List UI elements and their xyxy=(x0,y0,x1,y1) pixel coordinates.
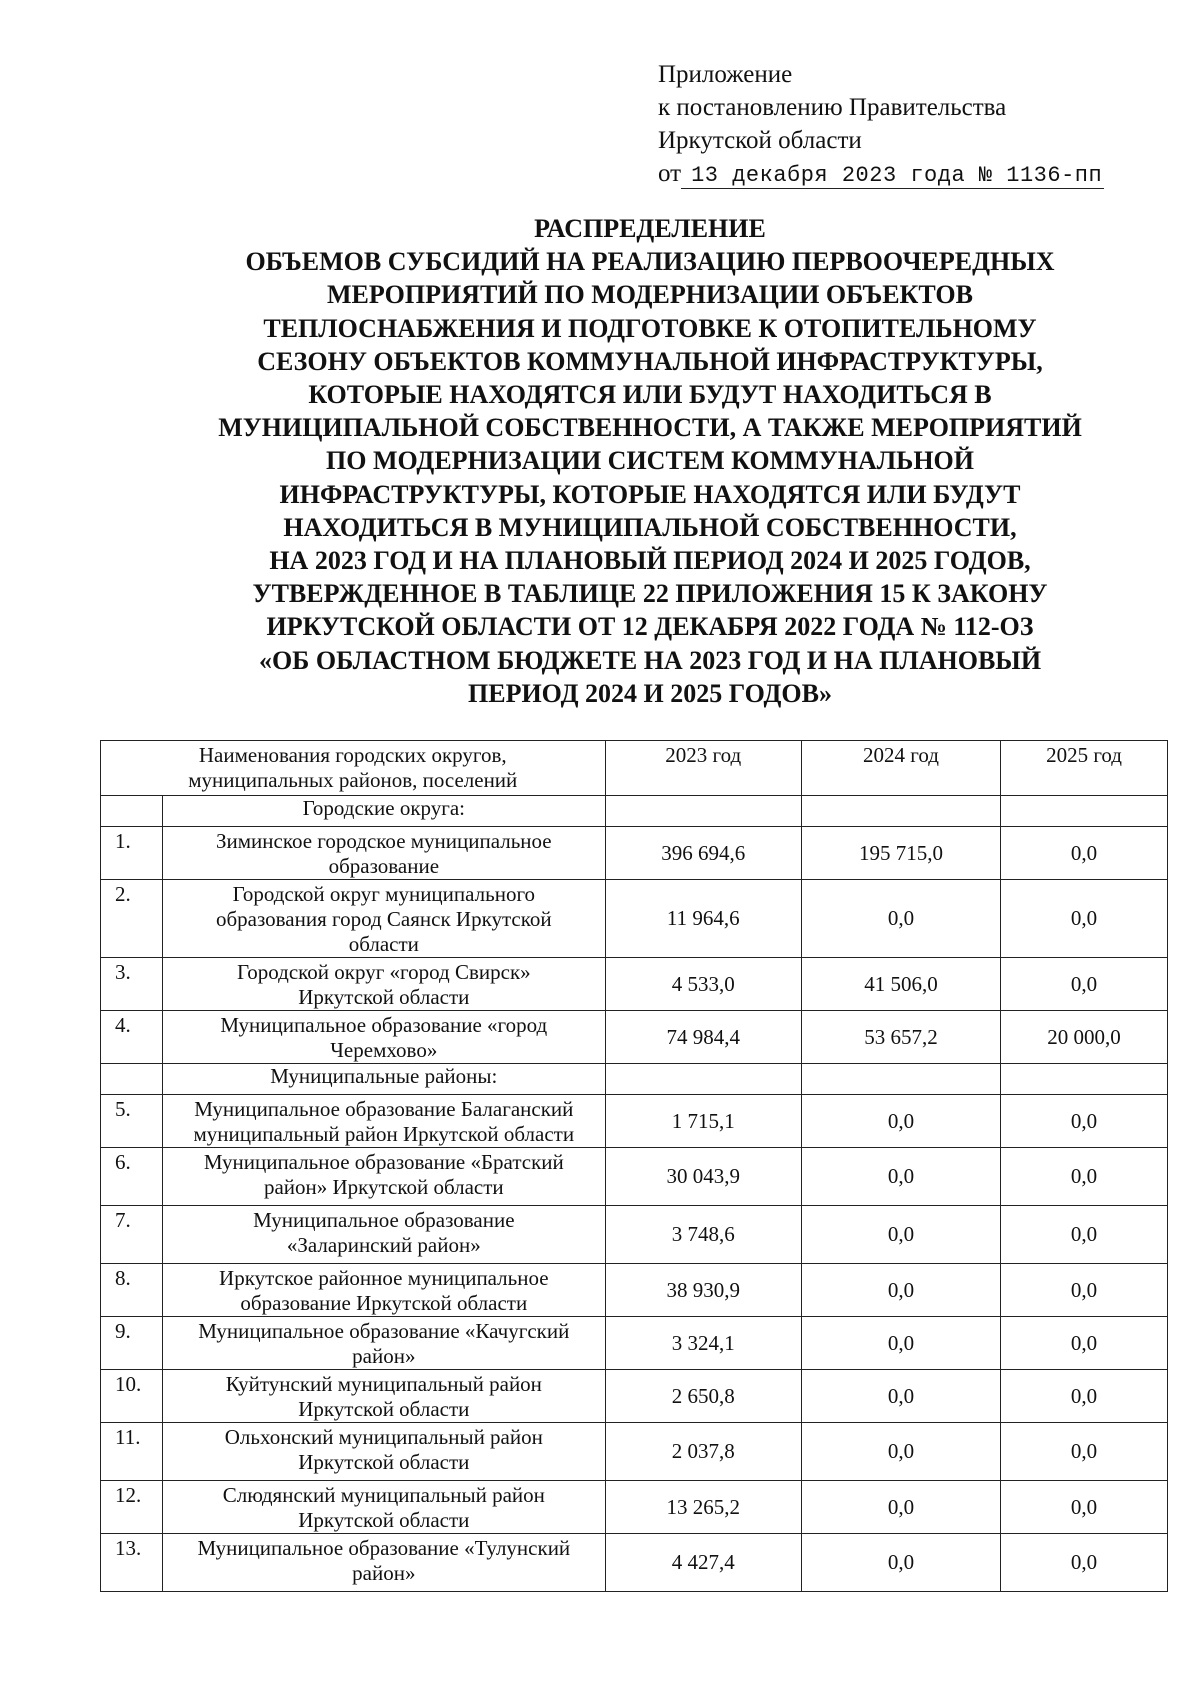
appendix-line-3: Иркутской области xyxy=(658,127,862,154)
row-name-line: район» Иркутской области xyxy=(263,1175,504,1199)
row-value-2023: 2 650,8 xyxy=(605,1370,801,1423)
row-number: 5. xyxy=(101,1095,163,1148)
appendix-line-1: Приложение xyxy=(658,61,793,88)
row-name-line: Муниципальное образование Балаганский xyxy=(194,1097,574,1121)
title-line: МУНИЦИПАЛЬНОЙ СОБСТВЕННОСТИ, А ТАКЖЕ МЕРОПРИЯТИЙ xyxy=(218,413,1082,443)
title-line: РАСПРЕДЕЛЕНИЕ xyxy=(534,214,766,243)
row-name-line: Муниципальное образование xyxy=(253,1208,515,1232)
row-value-2024: 0,0 xyxy=(801,880,1000,958)
row-name xyxy=(163,880,605,958)
row-number: 11. xyxy=(101,1423,163,1481)
appendix-date-value: 13 декабря 2023 года № 1136-пп xyxy=(681,163,1104,189)
section-num-cell xyxy=(101,1064,163,1095)
row-value-2024: 0,0 xyxy=(801,1095,1000,1148)
row-value-2025: 0,0 xyxy=(1001,958,1168,1011)
row-value-2023: 1 715,1 xyxy=(605,1095,801,1148)
row-value-2023: 2 037,8 xyxy=(605,1423,801,1481)
row-number: 3. xyxy=(101,958,163,1011)
row-name-line: «Заларинский район» xyxy=(286,1233,481,1257)
row-name-line: Черемхово» xyxy=(330,1038,438,1062)
row-name-line: образования город Саянск Иркутской xyxy=(215,907,552,931)
table-row xyxy=(101,1148,1168,1206)
title-line: ИНФРАСТРУКТУРЫ, КОТОРЫЕ НАХОДЯТСЯ ИЛИ БУДУТ xyxy=(279,479,1021,509)
appendix-date-line xyxy=(658,157,1104,192)
title-line: НА 2023 ГОД И НА ПЛАНОВЫЙ ПЕРИОД 2024 И 2025 ГОДОВ, xyxy=(269,546,1031,576)
row-name-line: Иркутское районное муниципальное xyxy=(219,1266,549,1290)
row-name xyxy=(163,827,605,880)
row-value-2025: 0,0 xyxy=(1001,827,1168,880)
title-line: УТВЕРЖДЕННОЕ В ТАБЛИЦЕ 22 ПРИЛОЖЕНИЯ 15 К ЗАКОНУ xyxy=(252,579,1048,609)
subsidy-table xyxy=(100,740,1168,1592)
table-row xyxy=(101,1370,1168,1423)
row-value-2025: 20 000,0 xyxy=(1001,1011,1168,1064)
row-name xyxy=(163,1206,605,1264)
header-2025: 2025 год xyxy=(1001,741,1168,796)
row-value-2023: 11 964,6 xyxy=(605,880,801,958)
table-row xyxy=(101,958,1168,1011)
row-name xyxy=(163,958,605,1011)
title-line: ПО МОДЕРНИЗАЦИИ СИСТЕМ КОММУНАЛЬНОЙ xyxy=(326,446,974,476)
title-line: ПЕРИОД 2024 И 2025 ГОДОВ» xyxy=(468,678,832,708)
title-line: ОБЪЕМОВ СУБСИДИЙ НА РЕАЛИЗАЦИЮ ПЕРВООЧЕРЕДНЫХ xyxy=(245,247,1055,277)
row-value-2024: 0,0 xyxy=(801,1423,1000,1481)
row-name-line: Зиминское городское муниципальное xyxy=(216,829,552,853)
row-name xyxy=(163,1148,605,1206)
table-row xyxy=(101,880,1168,958)
row-value-2024: 41 506,0 xyxy=(801,958,1000,1011)
table-row xyxy=(101,1206,1168,1264)
row-name-line: район» xyxy=(352,1561,416,1585)
header-name-cell xyxy=(101,741,606,796)
table-row xyxy=(101,1317,1168,1370)
row-value-2025: 0,0 xyxy=(1001,1264,1168,1317)
header-2024: 2024 год xyxy=(801,741,1000,796)
table-header-row xyxy=(101,741,1168,796)
row-name-line: Иркутской области xyxy=(298,1397,470,1421)
row-name xyxy=(163,1370,605,1423)
row-name-line: Муниципальное образование «Качугский xyxy=(198,1319,570,1343)
row-value-2025: 0,0 xyxy=(1001,1317,1168,1370)
title-line: НАХОДИТЬСЯ В МУНИЦИПАЛЬНОЙ СОБСТВЕННОСТИ, xyxy=(283,512,1017,542)
row-value-2025: 0,0 xyxy=(1001,1095,1168,1148)
row-value-2023: 38 930,9 xyxy=(605,1264,801,1317)
section-row-municipal-districts xyxy=(101,1064,1168,1095)
row-number: 12. xyxy=(101,1481,163,1534)
title-line: «ОБ ОБЛАСТНОМ БЮДЖЕТЕ НА 2023 ГОД И НА ПЛАНОВЫЙ xyxy=(258,645,1042,675)
section-label: Городские округа: xyxy=(163,796,605,827)
row-number: 10. xyxy=(101,1370,163,1423)
section-num-cell xyxy=(101,796,163,827)
row-name-line: области xyxy=(348,932,419,956)
row-value-2023: 4 427,4 xyxy=(605,1534,801,1592)
row-number: 9. xyxy=(101,1317,163,1370)
row-value-2024: 53 657,2 xyxy=(801,1011,1000,1064)
row-name xyxy=(163,1317,605,1370)
row-name-line: образование Иркутской области xyxy=(240,1291,528,1315)
row-number: 4. xyxy=(101,1011,163,1064)
row-name-line: Слюдянский муниципальный район xyxy=(222,1483,545,1507)
row-value-2025: 0,0 xyxy=(1001,1534,1168,1592)
section-empty-cell xyxy=(605,796,801,827)
row-value-2023: 13 265,2 xyxy=(605,1481,801,1534)
row-value-2025: 0,0 xyxy=(1001,1206,1168,1264)
row-number: 7. xyxy=(101,1206,163,1264)
row-name-line: Муниципальное образование «город xyxy=(220,1013,548,1037)
row-value-2025: 0,0 xyxy=(1001,1370,1168,1423)
row-value-2024: 195 715,0 xyxy=(801,827,1000,880)
row-value-2023: 74 984,4 xyxy=(605,1011,801,1064)
row-value-2023: 30 043,9 xyxy=(605,1148,801,1206)
row-name-line: Городской округ «город Свирск» xyxy=(236,960,531,984)
table-row xyxy=(101,1264,1168,1317)
row-name-line: Иркутской области xyxy=(298,985,470,1009)
row-value-2024: 0,0 xyxy=(801,1264,1000,1317)
row-value-2025: 0,0 xyxy=(1001,1423,1168,1481)
table-row xyxy=(101,1481,1168,1534)
row-name xyxy=(163,1264,605,1317)
row-name-line: муниципальный район Иркутской области xyxy=(193,1122,575,1146)
header-name-line-2: муниципальных районов, поселений xyxy=(188,768,518,792)
row-value-2023: 4 533,0 xyxy=(605,958,801,1011)
row-value-2024: 0,0 xyxy=(801,1148,1000,1206)
section-label: Муниципальные районы: xyxy=(163,1064,605,1095)
title-line: ИРКУТСКОЙ ОБЛАСТИ ОТ 12 ДЕКАБРЯ 2022 ГОДА № 112-ОЗ xyxy=(266,612,1034,642)
row-number: 6. xyxy=(101,1148,163,1206)
title-line: КОТОРЫЕ НАХОДЯТСЯ ИЛИ БУДУТ НАХОДИТЬСЯ В xyxy=(308,380,992,410)
row-name-line: Муниципальное образование «Тулунский xyxy=(197,1536,571,1560)
row-name xyxy=(163,1423,605,1481)
row-name-line: район» xyxy=(352,1344,416,1368)
table-row xyxy=(101,827,1168,880)
row-value-2025: 0,0 xyxy=(1001,880,1168,958)
title-line: ТЕПЛОСНАБЖЕНИЯ И ПОДГОТОВКЕ К ОТОПИТЕЛЬНОМУ xyxy=(263,313,1037,343)
header-2023: 2023 год xyxy=(605,741,801,796)
appendix-block xyxy=(658,58,1104,192)
row-value-2025: 0,0 xyxy=(1001,1481,1168,1534)
row-name-line: Ольхонский муниципальный район xyxy=(224,1425,543,1449)
table-row xyxy=(101,1534,1168,1592)
row-name-line: Иркутской области xyxy=(298,1508,470,1532)
row-name xyxy=(163,1534,605,1592)
table-row xyxy=(101,1011,1168,1064)
row-value-2024: 0,0 xyxy=(801,1317,1000,1370)
appendix-date-prefix: от xyxy=(658,160,682,187)
row-value-2024: 0,0 xyxy=(801,1534,1000,1592)
row-value-2023: 3 324,1 xyxy=(605,1317,801,1370)
row-number: 8. xyxy=(101,1264,163,1317)
row-name-line: образование xyxy=(328,854,440,878)
section-empty-cell xyxy=(605,1064,801,1095)
row-value-2024: 0,0 xyxy=(801,1370,1000,1423)
section-empty-cell xyxy=(801,1064,1000,1095)
title-line: МЕРОПРИЯТИЙ ПО МОДЕРНИЗАЦИИ ОБЪЕКТОВ xyxy=(327,280,973,310)
row-number: 13. xyxy=(101,1534,163,1592)
row-number: 2. xyxy=(101,880,163,958)
document-title xyxy=(100,212,1200,710)
row-name xyxy=(163,1095,605,1148)
table-row xyxy=(101,1423,1168,1481)
section-empty-cell xyxy=(801,796,1000,827)
row-number: 1. xyxy=(101,827,163,880)
appendix-line-2: к постановлению Правительства xyxy=(658,94,1007,121)
row-value-2024: 0,0 xyxy=(801,1481,1000,1534)
row-name-line: Муниципальное образование «Братский xyxy=(203,1150,564,1174)
section-empty-cell xyxy=(1001,1064,1168,1095)
row-name-line: Иркутской области xyxy=(298,1450,470,1474)
row-value-2023: 3 748,6 xyxy=(605,1206,801,1264)
row-name xyxy=(163,1481,605,1534)
table-row xyxy=(101,1095,1168,1148)
row-name-line: Городской округ муниципального xyxy=(232,882,536,906)
row-value-2023: 396 694,6 xyxy=(605,827,801,880)
title-line: СЕЗОНУ ОБЪЕКТОВ КОММУНАЛЬНОЙ ИНФРАСТРУКТУРЫ, xyxy=(257,346,1043,376)
section-row-city-districts xyxy=(101,796,1168,827)
row-value-2025: 0,0 xyxy=(1001,1148,1168,1206)
section-empty-cell xyxy=(1001,796,1168,827)
header-name-line-1: Наименования городских округов, xyxy=(198,743,507,767)
row-name xyxy=(163,1011,605,1064)
row-value-2024: 0,0 xyxy=(801,1206,1000,1264)
row-name-line: Куйтунский муниципальный район xyxy=(225,1372,542,1396)
